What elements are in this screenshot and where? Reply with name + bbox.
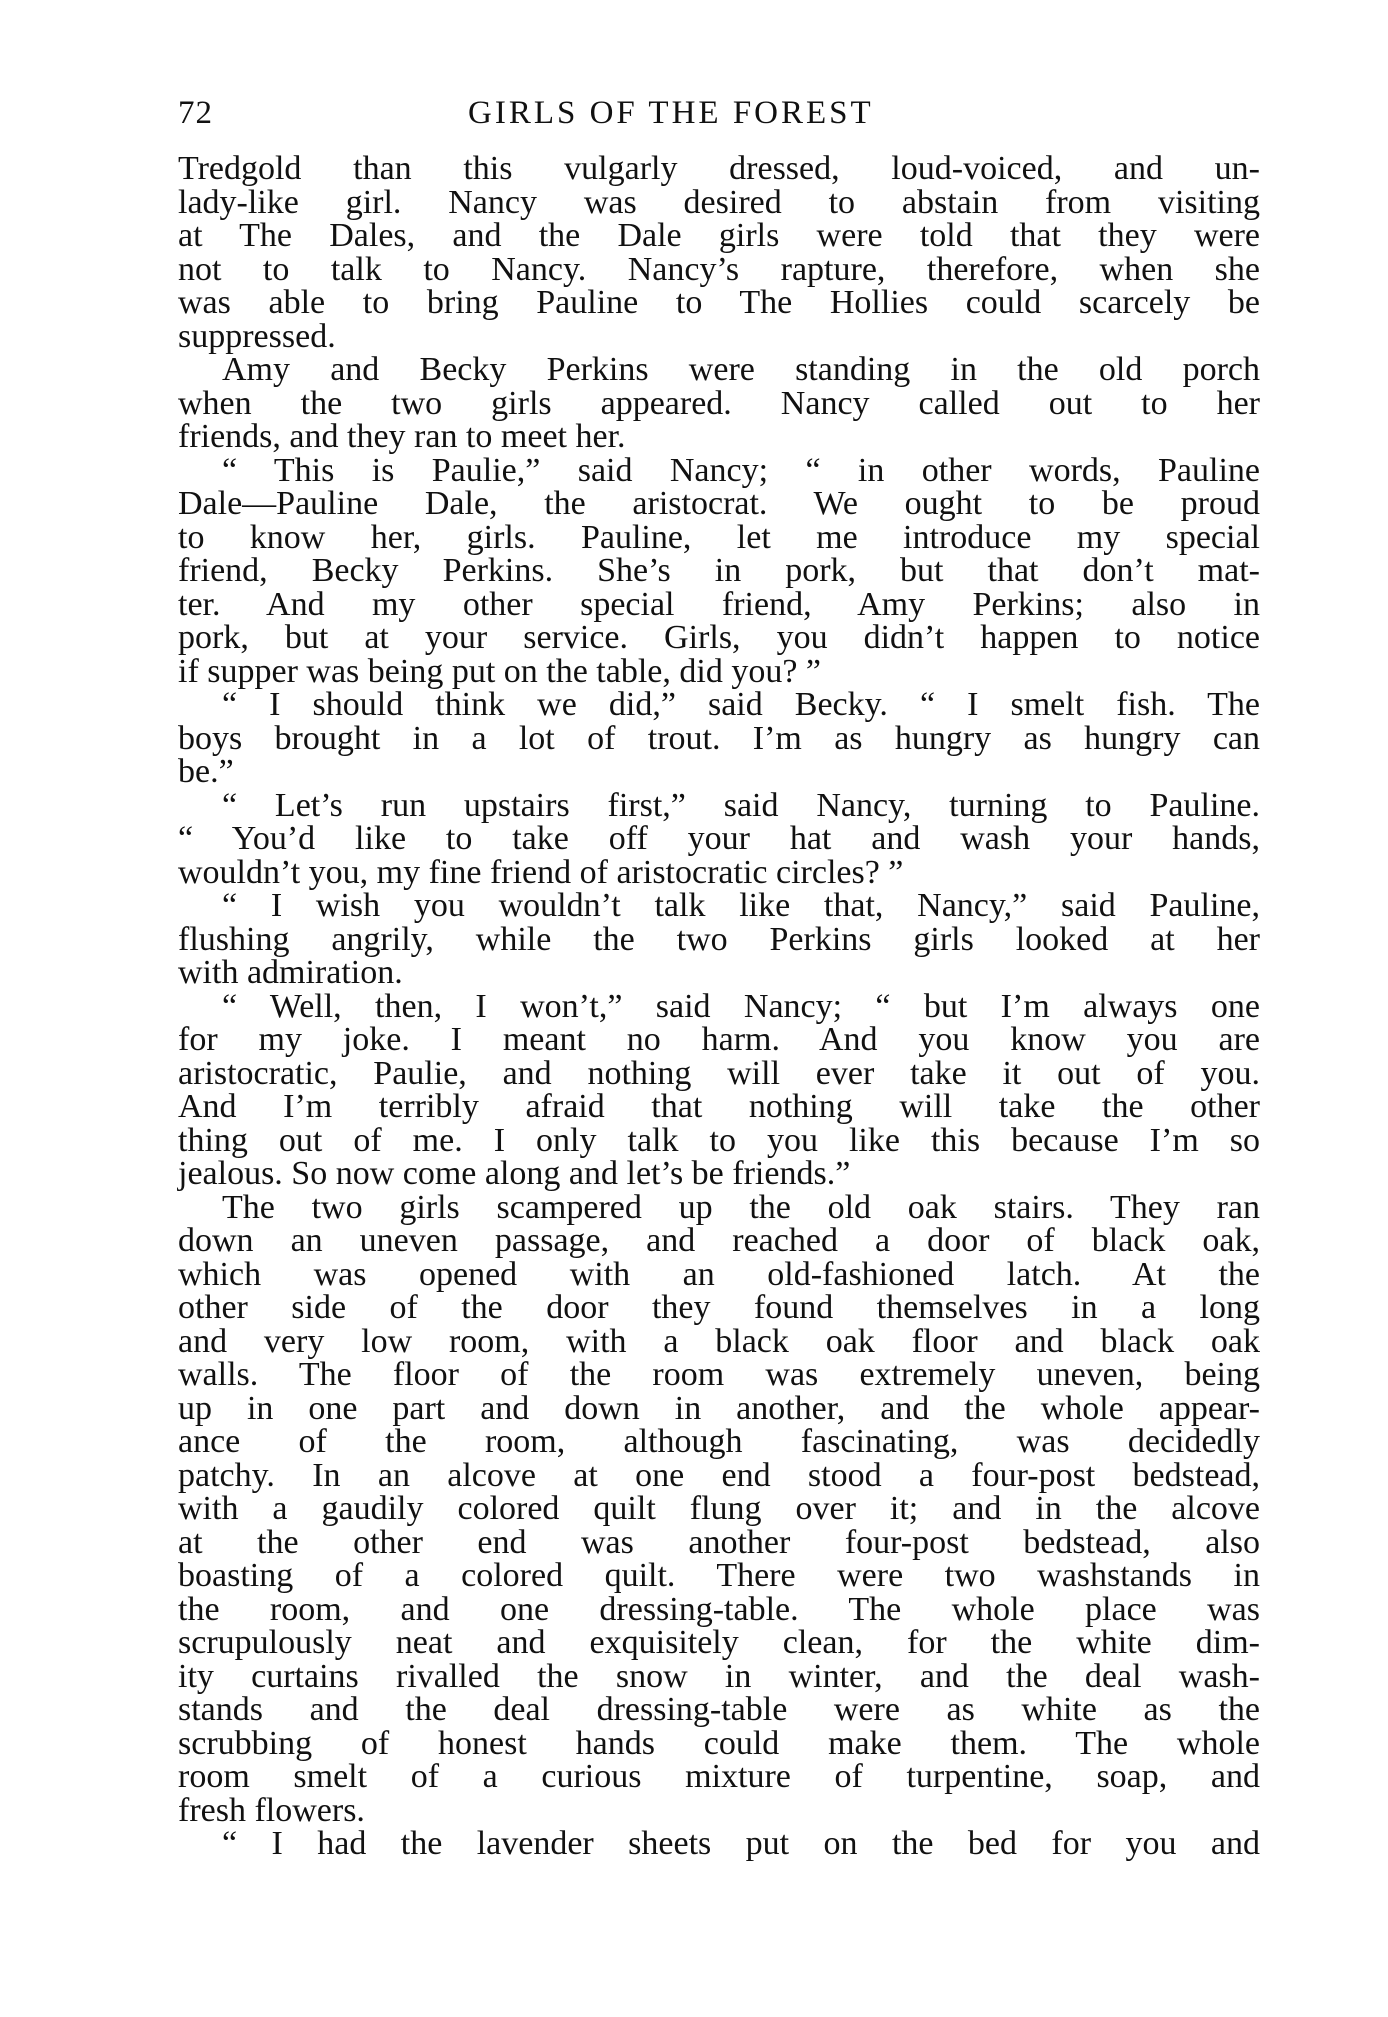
- page-number: 72: [178, 95, 213, 131]
- text-line: and very low room, with a black oak floor and black oak: [178, 1322, 1260, 1360]
- text-line: down an uneven passage, and reached a door of black oak,: [178, 1222, 1260, 1259]
- text-line: ter. And my other special friend, Amy Perkins; also in: [178, 585, 1260, 623]
- text-line: ity curtains rivalled the snow in winter, and the deal wash-: [178, 1657, 1260, 1695]
- text-line: The two girls scampered up the old oak stairs. They ran: [222, 1188, 1260, 1226]
- text-line: which was opened with an old-fashioned latch. At the: [178, 1255, 1260, 1293]
- text-line: up in one part and down in another, and the whole appear-: [178, 1389, 1260, 1427]
- text-line: to know her, girls. Pauline, let me introduce my special: [178, 518, 1260, 556]
- text-line: scrupulously neat and exquisitely clean, for the white dim-: [178, 1624, 1260, 1661]
- text-line: friends, and they ran to meet her.: [178, 418, 626, 455]
- text-line: if supper was being put on the table, did you? ”: [178, 652, 822, 690]
- text-line: room smelt of a curious mixture of turpentine, soap, and: [178, 1758, 1260, 1795]
- text-line: “ You’d like to take off your hat and wash your hands,: [178, 820, 1260, 857]
- text-line: thing out of me. I only talk to you like this because I’m so: [178, 1121, 1260, 1159]
- text-line: Dale—Pauline Dale, the aristocrat. We ought to be proud: [178, 485, 1260, 522]
- text-line: boasting of a colored quilt. There were two washstands in: [178, 1557, 1260, 1594]
- text-line: scrubbing of honest hands could make them. The whole: [178, 1724, 1260, 1762]
- text-line: “ Let’s run upstairs first,” said Nancy, turning to Pauline.: [222, 786, 1260, 824]
- text-line: patchy. In an alcove at one end stood a four-post bedstead,: [178, 1456, 1260, 1494]
- running-head: [178, 88, 1258, 138]
- text-line: boys brought in a lot of trout. I’m as hungry as hungry can: [178, 719, 1260, 757]
- text-line: aristocratic, Paulie, and nothing will ever take it out of you.: [178, 1054, 1260, 1092]
- text-line: “ I had the lavender sheets put on the bed for you and: [222, 1825, 1260, 1862]
- text-line: was able to bring Pauline to The Hollies could scarcely be: [178, 284, 1260, 321]
- book-title: GIRLS OF THE FOREST: [468, 95, 874, 131]
- text-line: walls. The floor of the room was extremely uneven, being: [178, 1356, 1260, 1393]
- text-line: other side of the door they found themselves in a long: [178, 1289, 1260, 1326]
- text-line: suppressed.: [178, 317, 336, 355]
- text-line: lady-like girl. Nancy was desired to abstain from visiting: [178, 183, 1260, 221]
- text-line: “ Well, then, I won’t,” said Nancy; “ but I’m always one: [222, 987, 1260, 1025]
- body-text: [178, 152, 1260, 1861]
- text-line: at The Dales, and the Dale girls were told that they were: [178, 217, 1260, 254]
- text-line: with admiration.: [178, 954, 403, 991]
- text-line: wouldn’t you, my fine friend of aristocratic circles? ”: [178, 853, 904, 891]
- text-line: jealous. So now come along and let’s be friends.”: [178, 1155, 851, 1192]
- text-line: Tredgold than this vulgarly dressed, loud-voiced, and un-: [178, 150, 1260, 187]
- text-line: “ This is Paulie,” said Nancy; “ in other words, Pauline: [222, 451, 1260, 489]
- text-line: And I’m terribly afraid that nothing will take the other: [178, 1088, 1260, 1125]
- text-line: ance of the room, although fascinating, was decidedly: [178, 1423, 1260, 1460]
- text-line: friend, Becky Perkins. She’s in pork, but that don’t mat-: [178, 552, 1260, 589]
- text-line: not to talk to Nancy. Nancy’s rapture, therefore, when she: [178, 250, 1260, 288]
- text-line: flushing angrily, while the two Perkins girls looked at her: [178, 920, 1260, 958]
- text-line: be.”: [178, 753, 234, 790]
- text-line: for my joke. I meant no harm. And you know you are: [178, 1021, 1260, 1058]
- text-line: when the two girls appeared. Nancy called out to her: [178, 384, 1260, 422]
- text-line: the room, and one dressing-table. The whole place was: [178, 1590, 1260, 1628]
- text-line: with a gaudily colored quilt flung over it; and in the alcove: [178, 1490, 1260, 1527]
- text-line: fresh flowers.: [178, 1791, 365, 1829]
- text-line: at the other end was another four-post bedstead, also: [178, 1523, 1260, 1561]
- text-line: “ I wish you wouldn’t talk like that, Nancy,” said Pauline,: [222, 887, 1260, 924]
- text-line: Amy and Becky Perkins were standing in the old porch: [222, 351, 1260, 388]
- text-line: pork, but at your service. Girls, you didn’t happen to notice: [178, 619, 1260, 656]
- text-line: “ I should think we did,” said Becky. “ I smelt fish. The: [222, 686, 1260, 723]
- text-line: stands and the deal dressing-table were as white as the: [178, 1691, 1260, 1728]
